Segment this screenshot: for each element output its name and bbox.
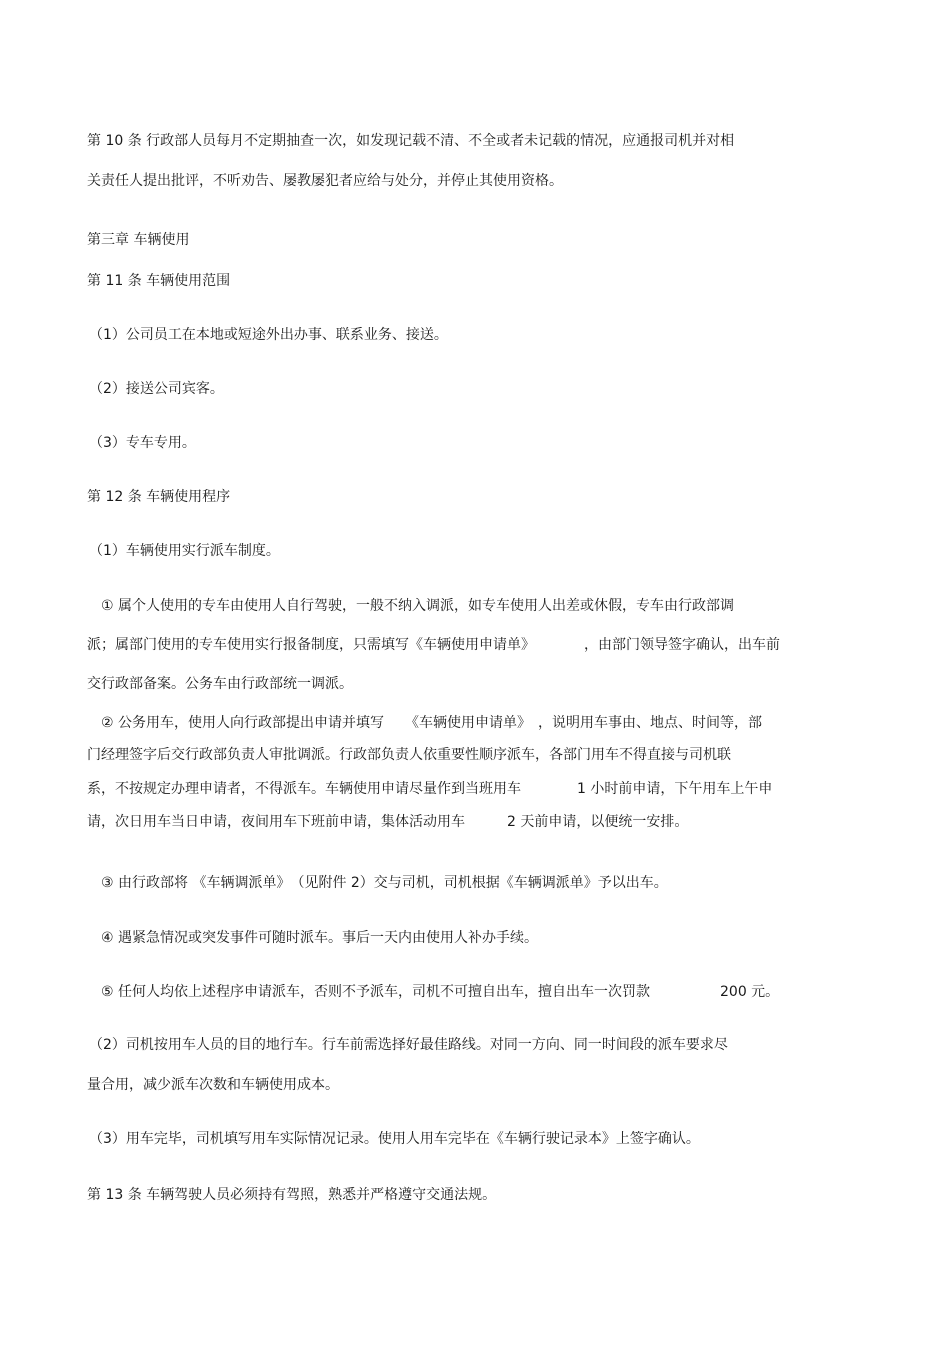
sub-item-2-line-3: 系，不按规定办理申请者，不得派车。车辆使用申请尽量作到当班用车 1 小时前申请，下午用车上午申 (87, 781, 773, 797)
article-12-heading: 第 12 条 车辆使用程序 (87, 489, 231, 505)
article-10-line-1: 第 10 条 行政部人员每月不定期抽查一次，如发现记载不清、不全或者未记载的情况，应通报司机并对相 (87, 133, 735, 149)
sub-item-2-line-1: ② 公务用车，使用人向行政部提出申请并填写 《车辆使用申请单》 ，说明用车事由、地点、时间等，部 (101, 715, 762, 731)
article-12-item-2-line-1: （2）司机按用车人员的目的地行车。行车前需选择好最佳路线。对同一方向、同一时间段的派车要求尽 (89, 1037, 728, 1053)
sub-item-5: ⑤ 任何人均依上述程序申请派车，否则不予派车，司机不可擅自出车，擅自出车一次罚款 200 元。 (101, 984, 780, 1000)
article-10-line-2: 关责任人提出批评，不听劝告、屡教屡犯者应给与处分，并停止其使用资格。 (87, 173, 563, 189)
sub-item-1-line-3: 交行政部备案。公务车由行政部统一调派。 (87, 676, 353, 692)
sub-item-1-line-2: 派；属部门使用的专车使用实行报备制度，只需填写《车辆使用申请单》 ，由部门领导签字确认，出车前 (87, 637, 780, 653)
article-13: 第 13 条 车辆驾驶人员必须持有驾照，熟悉并严格遵守交通法规。 (87, 1187, 497, 1203)
article-12-item-2-line-2: 量合用，减少派车次数和车辆使用成本。 (87, 1077, 339, 1093)
article-12-item-3: （3）用车完毕，司机填写用车实际情况记录。使用人用车完毕在《车辆行驶记录本》上签字确认。 (89, 1131, 700, 1147)
sub-item-2-line-2: 门经理签字后交行政部负责人审批调派。行政部负责人依重要性顺序派车，各部门用车不得直接与司机联 (87, 747, 731, 763)
article-11-heading: 第 11 条 车辆使用范围 (87, 273, 231, 289)
sub-item-4: ④ 遇紧急情况或突发事件可随时派车。事后一天内由使用人补办手续。 (101, 930, 538, 946)
sub-item-3: ③ 由行政部将 《车辆调派单》 （见附件 2）交与司机，司机根据《车辆调派单》予以出车。 (101, 875, 668, 891)
article-11-item-3: （3）专车专用。 (89, 435, 196, 451)
article-11-item-1: （1）公司员工在本地或短途外出办事、联系业务、接送。 (89, 327, 448, 343)
sub-item-2-line-4: 请，次日用车当日申请，夜间用车下班前申请，集体活动用车 2 天前申请，以便统一安排。 (87, 814, 689, 830)
article-12-item-1: （1）车辆使用实行派车制度。 (89, 543, 280, 559)
sub-item-1-line-1: ① 属个人使用的专车由使用人自行驾驶，一般不纳入调派，如专车使用人出差或休假，专车由行政部调 (101, 598, 734, 614)
chapter-heading: 第三章 车辆使用 (87, 232, 190, 248)
article-11-item-2: （2）接送公司宾客。 (89, 381, 224, 397)
